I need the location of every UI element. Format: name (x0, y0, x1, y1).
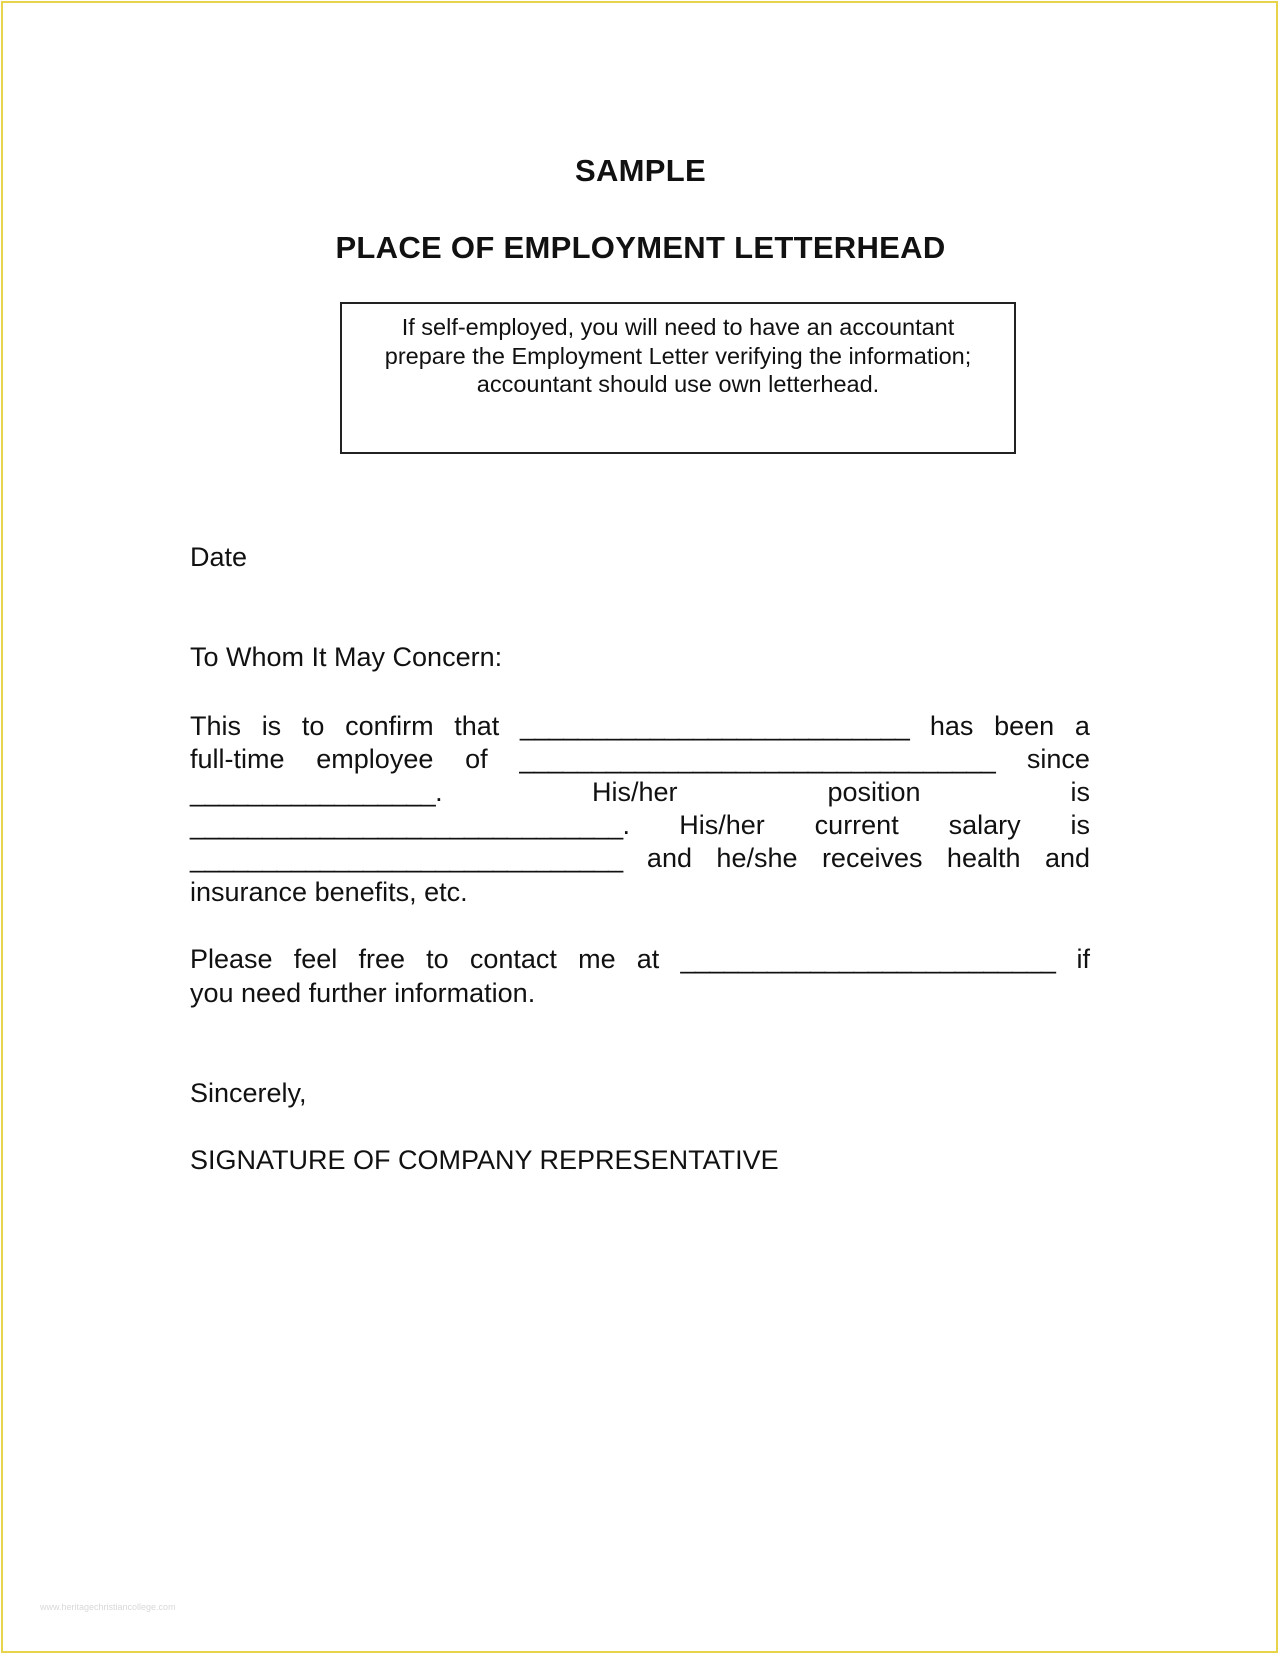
word: employee (316, 744, 434, 774)
word: confirm (345, 711, 434, 741)
notice-line: accountant should use own letterhead. (476, 371, 880, 397)
word: Please (190, 944, 273, 974)
body-line-3 (190, 776, 1090, 809)
contact-line-1 (190, 943, 1090, 976)
word: to (301, 711, 325, 741)
word: and (1044, 843, 1090, 873)
word: if (1076, 944, 1090, 974)
word: position (827, 777, 921, 807)
word: been (994, 711, 1055, 741)
word: is (1070, 810, 1090, 840)
salary-blank: ______________________________ (190, 843, 623, 873)
word: that (454, 711, 500, 741)
watermark: www.heritagechristiancollege.com (40, 1602, 176, 1612)
word: receives (821, 843, 923, 873)
notice-line: prepare the Employment Letter verifying the information; (384, 342, 972, 369)
signature-line: SIGNATURE OF COMPANY REPRESENTATIVE (190, 1145, 779, 1175)
start-date-blank: _________________. (190, 777, 442, 807)
word: free (358, 944, 405, 974)
document-title: SAMPLE (575, 153, 706, 188)
word: current (814, 810, 899, 840)
closing: Sincerely, (190, 1078, 307, 1108)
word: This (190, 711, 242, 741)
word: he/she (716, 843, 798, 873)
body-line-2 (190, 743, 1090, 776)
company-name-blank: _________________________________ (519, 744, 996, 774)
word: of (465, 744, 488, 774)
word: a (1074, 711, 1090, 741)
self-employed-notice-box (340, 302, 1016, 454)
word: His/her (679, 810, 765, 840)
employee-name-blank: ___________________________ (519, 711, 910, 741)
word: is (1070, 777, 1090, 807)
body-line-6: insurance benefits, etc. (190, 877, 468, 907)
word: His/her (591, 777, 678, 807)
word: and (646, 843, 692, 873)
date-label: Date (190, 542, 248, 572)
contact-blank: __________________________ (680, 944, 1056, 974)
word: contact (469, 944, 557, 974)
contact-line-2: you need further information. (190, 978, 536, 1008)
word: health (946, 843, 1021, 873)
word: since (1026, 744, 1090, 774)
word: salary (948, 810, 1021, 840)
notice-line: If self-employed, you will need to have an accountant (401, 314, 955, 340)
body-line-1 (190, 710, 1090, 743)
body-line-5 (190, 842, 1090, 875)
salutation: To Whom It May Concern: (190, 642, 503, 672)
position-blank: ______________________________. (190, 810, 630, 840)
word: has (929, 711, 974, 741)
body-line-4 (190, 809, 1090, 842)
word: feel (293, 944, 338, 974)
word: me (578, 944, 616, 974)
word: is (261, 711, 282, 741)
word: at (636, 944, 660, 974)
word: full-time (190, 744, 285, 774)
document-subtitle: PLACE OF EMPLOYMENT LETTERHEAD (335, 230, 946, 265)
word: to (426, 944, 449, 974)
